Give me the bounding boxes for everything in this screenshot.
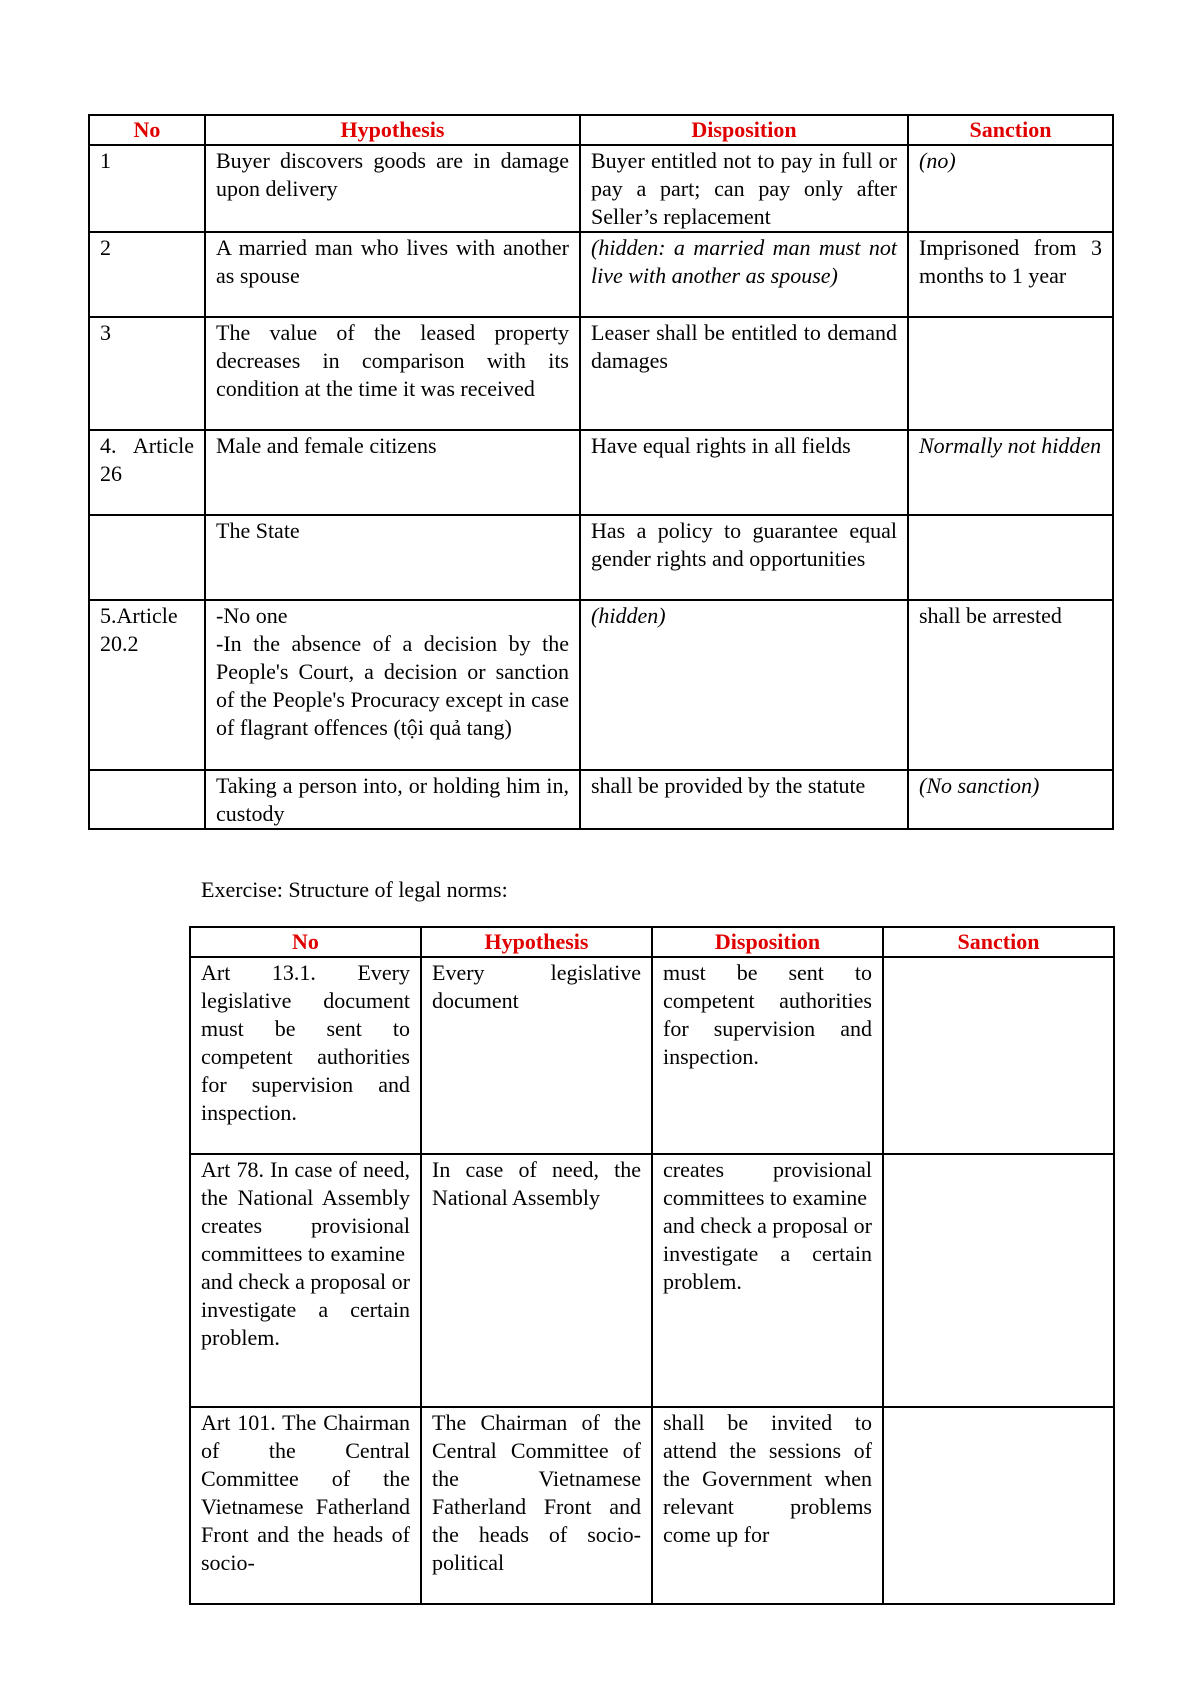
cell-sanction: Imprisoned from 3 months to 1 year [908, 232, 1113, 317]
cell-no: 2 [89, 232, 205, 317]
header-hypothesis: Hypothesis [205, 115, 580, 145]
cell-hypothesis: A married man who lives with another as spouse [205, 232, 580, 317]
cell-disposition: Has a policy to guarantee equal gender rights and opportunities [580, 515, 908, 600]
cell-no [89, 515, 205, 600]
cell-no: 3 [89, 317, 205, 430]
table-header-row [190, 927, 1114, 957]
cell-hypothesis: In case of need, the National Assembly [421, 1154, 652, 1407]
cell-sanction [883, 1154, 1114, 1407]
cell-disposition: Buyer entitled not to pay in full or pay a part; can pay only after Seller’s replacement [580, 145, 908, 232]
cell-disposition: Leaser shall be entitled to demand damages [580, 317, 908, 430]
table-row [89, 430, 1113, 515]
table-row [89, 770, 1113, 829]
header-disposition: Disposition [580, 115, 908, 145]
cell-hypothesis: -No one -In the absence of a decision by the People's Court, a decision or sanction of the People's Procuracy except in case of flagrant offences (tội quả tang) [205, 600, 580, 770]
cell-hypothesis: Every legislative document [421, 957, 652, 1154]
header-disposition: Disposition [652, 927, 883, 957]
cell-sanction: (No sanction) [908, 770, 1113, 829]
cell-disposition: creates provisional committees to examine and check a proposal or investigate a certain problem. [652, 1154, 883, 1407]
table-row [190, 1154, 1114, 1407]
table-row [89, 232, 1113, 317]
cell-sanction [908, 317, 1113, 430]
cell-disposition: shall be invited to attend the sessions of the Government when relevant problems come up for [652, 1407, 883, 1604]
header-sanction: Sanction [883, 927, 1114, 957]
table-row [190, 1407, 1114, 1604]
cell-sanction [883, 957, 1114, 1154]
cell-hypothesis: The State [205, 515, 580, 600]
cell-sanction: (no) [908, 145, 1113, 232]
cell-no: 1 [89, 145, 205, 232]
cell-no: 5.Article 20.2 [89, 600, 205, 770]
exercise-title: Exercise: Structure of legal norms: [201, 877, 508, 902]
cell-hypothesis: Buyer discovers goods are in damage upon delivery [205, 145, 580, 232]
header-no: No [190, 927, 421, 957]
header-hypothesis: Hypothesis [421, 927, 652, 957]
cell-hypothesis: Taking a person into, or holding him in, custody [205, 770, 580, 829]
cell-disposition: (hidden: a married man must not live with another as spouse) [580, 232, 908, 317]
table-row [89, 515, 1113, 600]
cell-hypothesis: Male and female citizens [205, 430, 580, 515]
cell-disposition: must be sent to competent authorities for supervision and inspection. [652, 957, 883, 1154]
header-sanction: Sanction [908, 115, 1113, 145]
cell-disposition: Have equal rights in all fields [580, 430, 908, 515]
table-row [89, 317, 1113, 430]
cell-no [89, 770, 205, 829]
table-row [89, 145, 1113, 232]
cell-no: Art 78. In case of need, the National Assembly creates provisional committees to examine and check a proposal or investigate a certain problem. [190, 1154, 421, 1407]
cell-hypothesis: The value of the leased property decreases in comparison with its condition at the time it was received [205, 317, 580, 430]
cell-disposition: (hidden) [580, 600, 908, 770]
cell-no: Art 101. The Chairman of the Central Committee of the Vietnamese Fatherland Front and the heads of socio- [190, 1407, 421, 1604]
cell-sanction: shall be arrested [908, 600, 1113, 770]
cell-no: 4. Article 26 [89, 430, 205, 515]
cell-hypothesis: The Chairman of the Central Committee of the Vietnamese Fatherland Front and the heads of socio-political [421, 1407, 652, 1604]
cell-sanction: Normally not hidden [908, 430, 1113, 515]
table-row [190, 957, 1114, 1154]
table-header-row [89, 115, 1113, 145]
cell-disposition: shall be provided by the statute [580, 770, 908, 829]
header-no: No [89, 115, 205, 145]
cell-no: Art 13.1. Every legislative document must be sent to competent authorities for supervision and inspection. [190, 957, 421, 1154]
table-row [89, 600, 1113, 770]
legal-norms-table [88, 114, 1114, 830]
exercise-table [189, 926, 1115, 1605]
cell-sanction [908, 515, 1113, 600]
cell-sanction [883, 1407, 1114, 1604]
